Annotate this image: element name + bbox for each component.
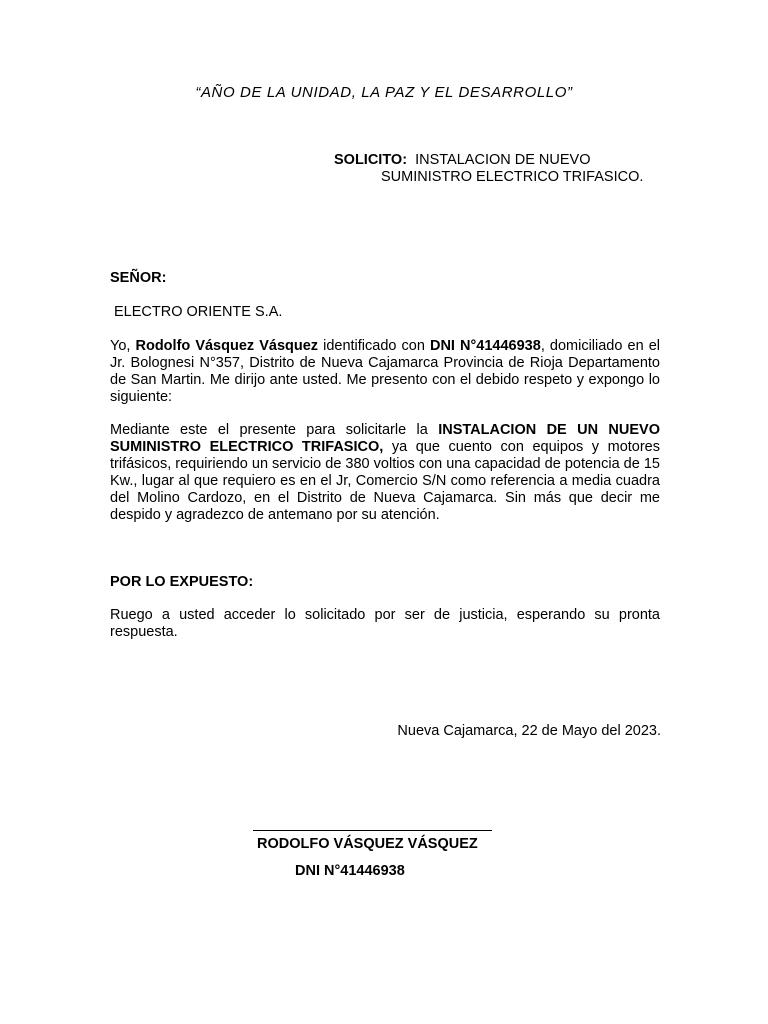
body-text-1: Mediante este el presente para solicitarle la [110, 422, 439, 438]
signature-line [253, 830, 492, 831]
subject-label: SOLICITO: [334, 152, 408, 168]
body-text-2: ya que cuento con equipos y motores trifásicos, requiriendo un servicio de 380 voltios con una capacidad de potencia de 15 Kw., lugar al que requiero es en el Jr, Comercio S/N como referencia a media cuadra del Molino Cardozo, en el Distrito de Nueva Cajamarca. Sin más que decir me despido y agradezco de antemano por su atención. [110, 439, 660, 523]
subject-line-2: SUMINISTRO ELECTRICO TRIFASICO. [381, 169, 644, 185]
intro-text-3: , domiciliado en el Jr. Bolognesi N°357, Distrito de Nueva Cajamarca Provincia de Rioja Departamento de San Martin. Me dirijo ante usted. Me presento con el debido respeto y expongo lo siguiente: [110, 338, 660, 405]
addressee: ELECTRO ORIENTE S.A. [114, 304, 283, 320]
applicant-name: Rodolfo Vásquez Vásquez [135, 338, 319, 354]
year-motto: “AÑO DE LA UNIDAD, LA PAZ Y EL DESARROLLO” [195, 84, 573, 101]
applicant-dni: DNI N°41446938 [429, 338, 541, 354]
salutation: SEÑOR: [110, 270, 167, 286]
intro-text-2: identificado con [318, 338, 430, 354]
body-paragraph [110, 422, 660, 524]
signatory-dni: DNI N°41446938 [295, 863, 405, 879]
subject-block [334, 152, 674, 186]
closing-paragraph: Ruego a usted acceder lo solicitado por ser de justicia, esperando su pronta respuesta. [110, 607, 660, 640]
place-date: Nueva Cajamarca, 22 de Mayo del 2023. [397, 723, 661, 739]
request-summary: INSTALACION DE UN NUEVO SUMINISTRO ELECTRICO TRIFASICO, [110, 422, 660, 455]
closing-heading: POR LO EXPUESTO: [110, 574, 254, 590]
intro-text-1: Yo, [110, 338, 136, 354]
signatory-name: RODOLFO VÁSQUEZ VÁSQUEZ [257, 836, 478, 852]
subject-line-1: INSTALACION DE NUEVO [415, 152, 591, 168]
intro-paragraph [110, 338, 660, 406]
